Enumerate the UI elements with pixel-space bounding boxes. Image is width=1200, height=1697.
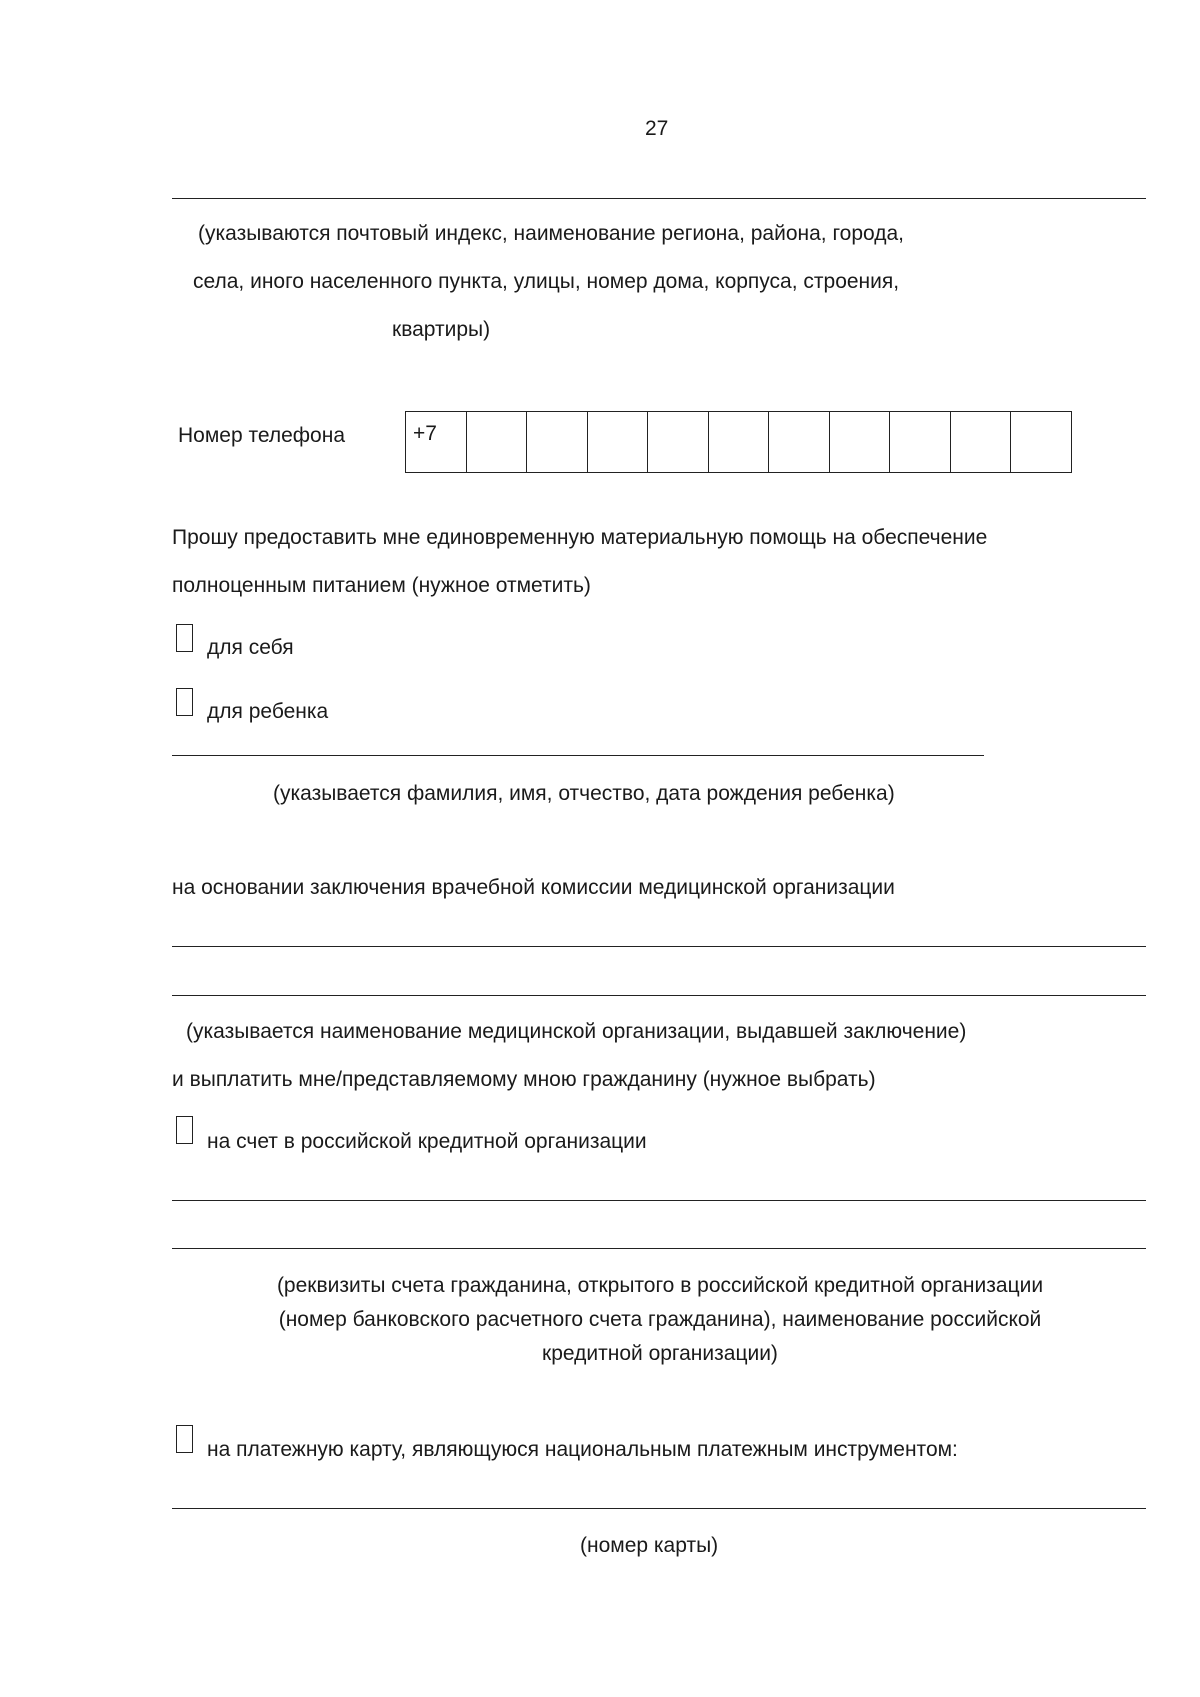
- payout-account-label: на счет в российской кредитной организации: [207, 1130, 647, 1153]
- phone-digit-cell[interactable]: [527, 411, 588, 473]
- org-hint: (указывается наименование медицинской организации, выдавшей заключение): [186, 1020, 967, 1043]
- phone-digit-cell[interactable]: [648, 411, 709, 473]
- checkbox-for-child[interactable]: [176, 688, 193, 716]
- org-field-line-2[interactable]: [172, 995, 1146, 996]
- address-hint-line-2: села, иного населенного пункта, улицы, номер дома, корпуса, строения,: [193, 270, 900, 293]
- phone-digit-cell[interactable]: [588, 411, 649, 473]
- account-hint-line-2: (номер банковского расчетного счета гражданина), наименование российской: [278, 1308, 1042, 1331]
- option-for-self-label: для себя: [207, 636, 294, 659]
- phone-digit-cell[interactable]: [951, 411, 1012, 473]
- org-field-line-1[interactable]: [172, 946, 1146, 947]
- basis-text: на основании заключения врачебной комиссии медицинской организации: [172, 876, 895, 899]
- account-field-line-1[interactable]: [172, 1200, 1146, 1201]
- phone-digit-cell[interactable]: [769, 411, 830, 473]
- account-hint-line-3: кредитной организации): [542, 1342, 778, 1365]
- phone-prefix-cell: +7: [406, 411, 467, 473]
- phone-digit-cell[interactable]: [1011, 411, 1072, 473]
- child-field-line[interactable]: [172, 755, 984, 756]
- phone-digit-cell[interactable]: [830, 411, 891, 473]
- phone-digit-cell[interactable]: [467, 411, 528, 473]
- page-number: 27: [645, 117, 669, 140]
- address-field-line[interactable]: [172, 198, 1146, 199]
- phone-label: Номер телефона: [178, 424, 346, 447]
- phone-number-grid: [405, 411, 1072, 473]
- request-text-line-2: полноценным питанием (нужное отметить): [172, 574, 591, 597]
- checkbox-card[interactable]: [176, 1425, 193, 1453]
- child-hint: (указывается фамилия, имя, отчество, дата рождения ребенка): [273, 782, 895, 805]
- phone-digit-cell[interactable]: [890, 411, 951, 473]
- account-field-line-2[interactable]: [172, 1248, 1146, 1249]
- option-for-child-label: для ребенка: [207, 700, 329, 723]
- card-number-field-line[interactable]: [172, 1508, 1146, 1509]
- checkbox-account[interactable]: [176, 1116, 193, 1144]
- account-hint-line-1: (реквизиты счета гражданина, открытого в российской кредитной организации: [276, 1274, 1044, 1297]
- address-hint-line-1: (указываются почтовый индекс, наименование региона, района, города,: [198, 222, 905, 245]
- address-hint-line-3: квартиры): [392, 318, 491, 341]
- payout-card-label: на платежную карту, являющуюся национальным платежным инструментом:: [207, 1438, 958, 1461]
- card-hint: (номер карты): [580, 1534, 719, 1557]
- checkbox-for-self[interactable]: [176, 624, 193, 652]
- payout-text: и выплатить мне/представляемому мною гражданину (нужное выбрать): [172, 1068, 876, 1091]
- phone-digit-cell[interactable]: [709, 411, 770, 473]
- request-text-line-1: Прошу предоставить мне единовременную материальную помощь на обеспечение: [172, 526, 988, 549]
